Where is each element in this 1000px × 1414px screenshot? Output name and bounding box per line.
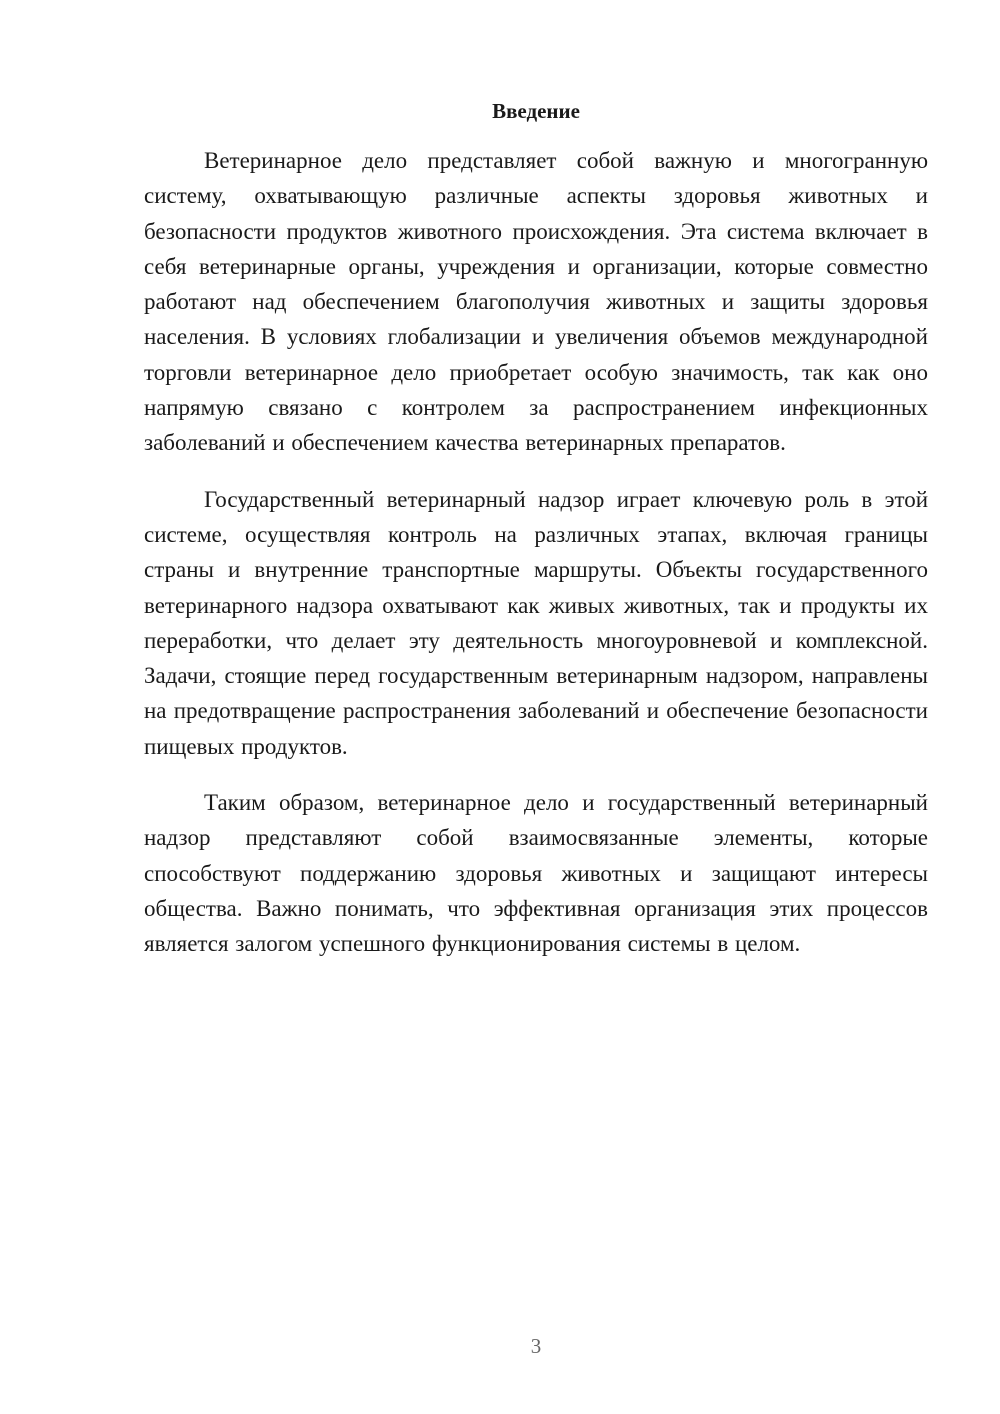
page-number: 3 [530, 1334, 542, 1358]
page-heading: Введение [492, 99, 580, 123]
paragraph-conclusion: Таким образом, ветеринарное дело и государственный ветеринарный надзор представляют собой взаимосвязанные элементы, которые способствуют поддержанию здоровья животных и защищают интересы общества. Важно понимать, что эффективная организация этих процессов является залогом успешного функционирования системы в целом. [144, 790, 928, 957]
paragraph-intro: Ветеринарное дело представляет собой важную и многогранную систему, охватывающую различные аспекты здоровья животных и безопасности продуктов животного происхождения. Эта система включает в себя ветеринарные органы, учреждения и организации, которые совместно работают над обеспечением благополучия животных и защиты здоровья населения. В условиях глобализации и увеличения объемов международной торговли ветеринарное дело приобретает особую значимость, так как оно напрямую связано с контролем за распространением инфекционных заболеваний и обеспечением качества ветеринарных препаратов. [144, 148, 928, 456]
document-body [144, 143, 928, 983]
paragraph-supervision: Государственный ветеринарный надзор играет ключевую роль в этой системе, осуществляя контроль на различных этапах, включая границы страны и внутренние транспортные маршруты. Объекты государственного ветеринарного надзора охватывают как живых животных, так и продукты их переработки, что делает эту деятельность многоуровневой и комплексной. Задачи, стоящие перед государственным ветеринарным надзором, направлены на предотвращение распространения заболеваний и обеспечение безопасности пищевых продуктов. [144, 486, 928, 759]
